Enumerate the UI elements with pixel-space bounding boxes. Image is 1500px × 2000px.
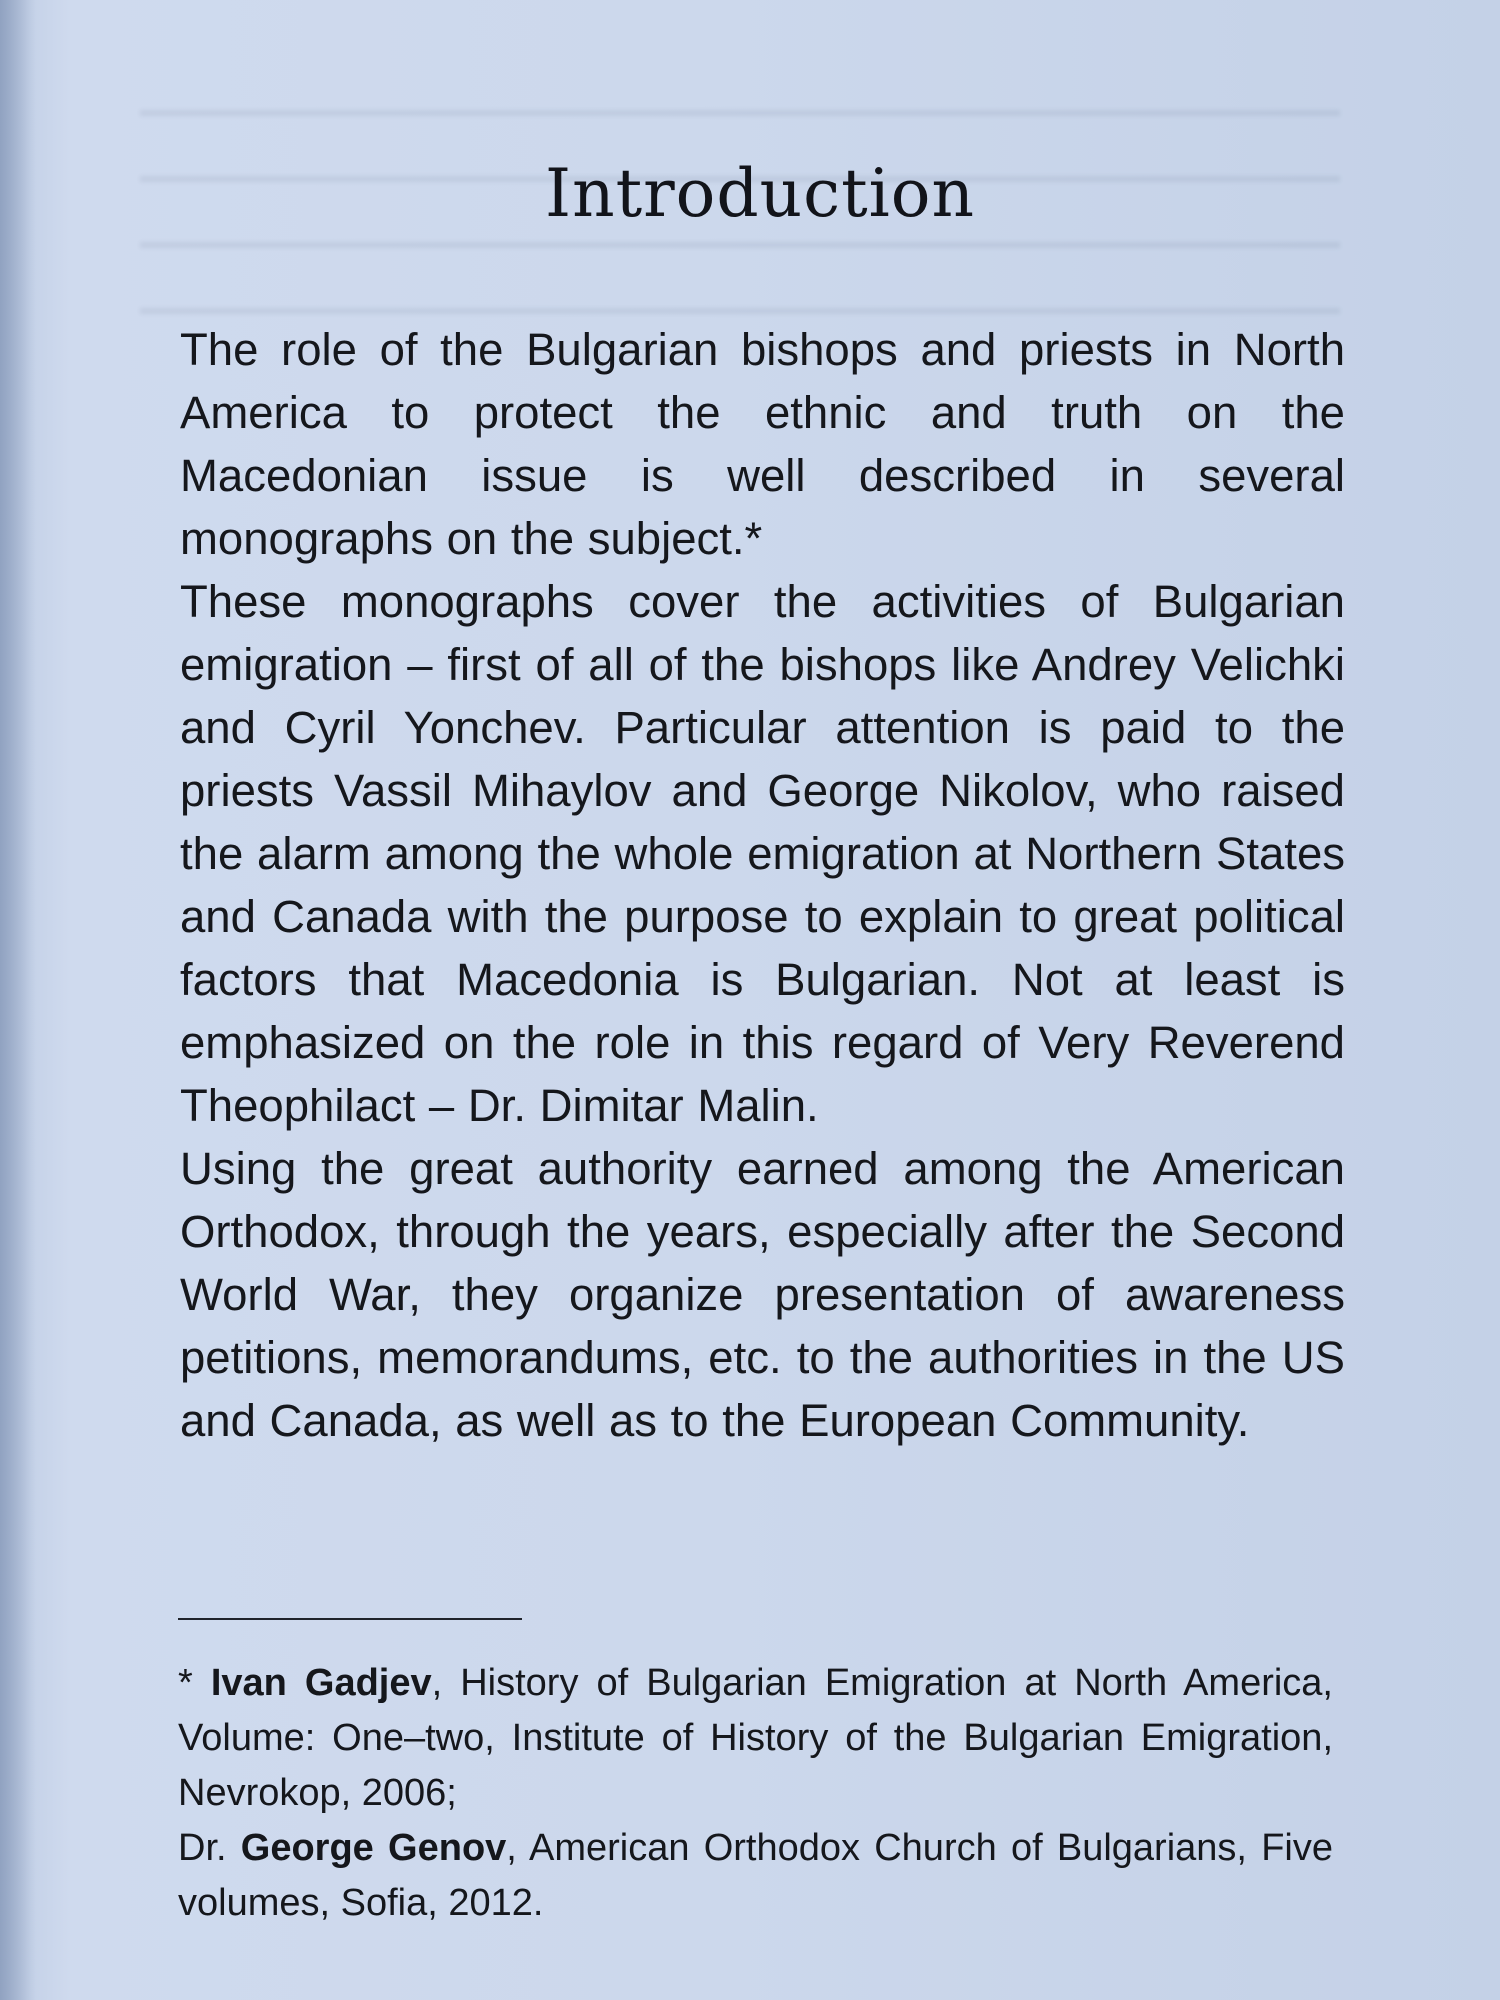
footnote-2 xyxy=(178,1821,1333,1931)
page-gutter-shadow xyxy=(0,0,36,2000)
footnote-1 xyxy=(178,1656,1333,1821)
paragraph-3: Using the great authority earned among the American Orthodox, through the years, especially after the Second World War, they organize presentation of awareness petitions, memorandums, etc. to the authorities in the US and Canada, as well as to the European Community. xyxy=(180,1143,1345,1446)
page-title: Introduction xyxy=(545,155,975,232)
footnote-marker: * xyxy=(178,1662,211,1704)
footnotes xyxy=(178,1656,1333,1931)
paragraph-1: The role of the Bulgarian bishops and priests in North America to protect the ethnic and truth on the Macedonian issue is well described in several monographs on the subject.* xyxy=(180,324,1345,564)
footnote-text: , American Orthodox Church of Bulgarians, Five volumes, Sofia, 2012. xyxy=(178,1827,1333,1924)
footnote-divider xyxy=(178,1618,522,1620)
footnote-marker: Dr. xyxy=(178,1827,241,1869)
footnote-author: Ivan Gadjev xyxy=(210,1662,432,1704)
body-text xyxy=(180,318,1345,1452)
paragraph-2: These monographs cover the activities of Bulgarian emigration – first of all of the bishops like Andrey Velichki and Cyril Yonchev. Particular attention is paid to the priests Vassil Mihaylov and George Nikolov, who raised the alarm among the whole emigration at Northern States and Canada with the purpose to explain to great political factors that Macedonia is Bulgarian. Not at least is emphasized on the role in this regard of Very Reverend Theophilact – Dr. Dimitar Malin. xyxy=(180,576,1345,1131)
footnote-text: , History of Bulgarian Emigration at North America, Volume: One–two, Institute of History of the Bulgarian Emigration, Nevrokop, 2006; xyxy=(178,1662,1333,1814)
footnote-author: George Genov xyxy=(240,1827,507,1869)
